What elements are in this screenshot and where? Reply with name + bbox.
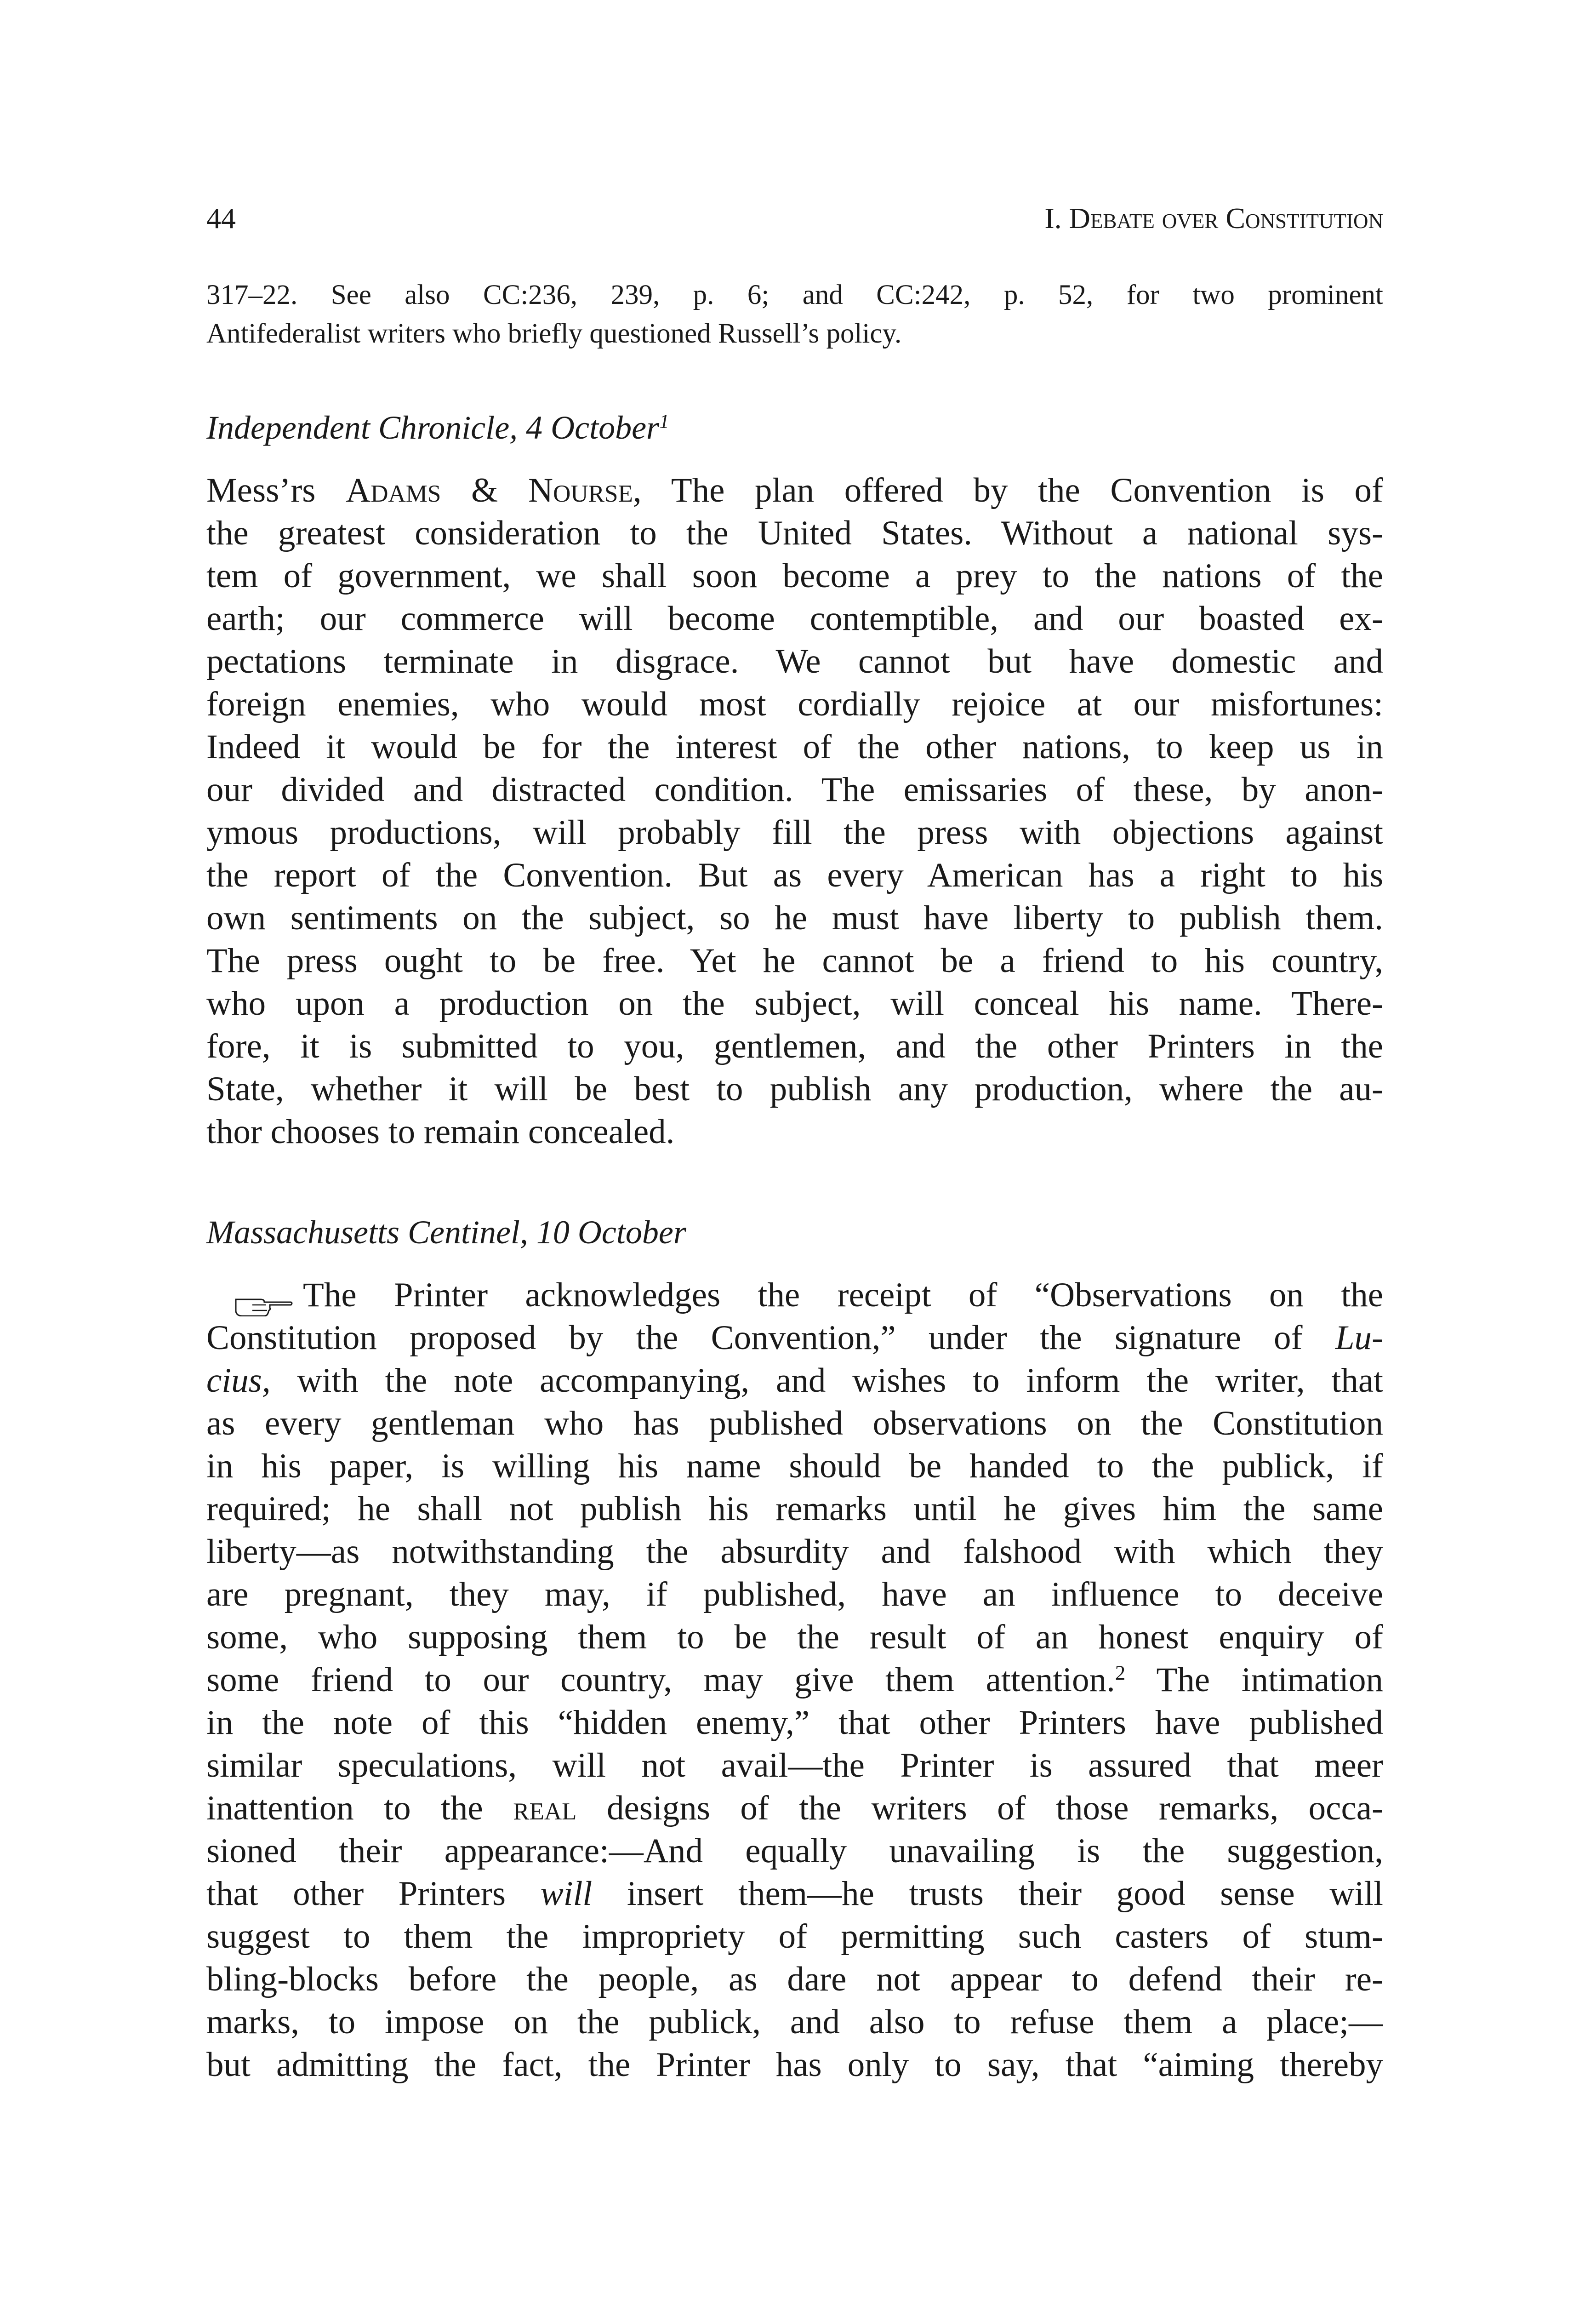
footnote-ref: 1 xyxy=(659,411,669,433)
footnote-continuation xyxy=(206,276,1383,353)
article-line: The press ought to be free. Yet he cannot be a friend to his country, xyxy=(206,942,1383,980)
line-text: inattention to the xyxy=(206,1789,513,1827)
article-line: who upon a production on the subject, will conceal his name. There- xyxy=(206,984,1383,1023)
article-line: the greatest consideration to the United States. Without a national sys- xyxy=(206,514,1383,552)
article-line: bling-blocks before the people, as dare not appear to defend their re- xyxy=(206,1960,1383,1998)
article-line: liberty—as notwithstanding the absurdity and falshood with which they xyxy=(206,1533,1383,1571)
small-caps-text: real xyxy=(513,1789,577,1827)
article-line: own sentiments on the subject, so he must have liberty to publish them. xyxy=(206,899,1383,937)
section-heading-massachusetts-centinel xyxy=(206,1209,686,1255)
line-text: insert them—he trusts their good sense will xyxy=(592,1875,1383,1913)
line-text: designs of the writers of those remarks, occa- xyxy=(576,1789,1383,1827)
line-text: The intimation xyxy=(1125,1661,1383,1699)
article-line: are pregnant, they may, if published, have an influence to deceive xyxy=(206,1575,1383,1613)
article-line: sioned their appearance:—And equally unavailing is the suggestion, xyxy=(206,1832,1383,1870)
first-line-text: The Printer acknowledges the receipt of “Observations on the xyxy=(303,1276,1383,1314)
page-header xyxy=(206,193,1383,244)
article-line: ymous productions, will probably fill the press with objections against xyxy=(206,813,1383,852)
article-massachusetts-centinel xyxy=(206,1274,1383,2086)
article-line: State, whether it will be best to publish any production, where the au- xyxy=(206,1070,1383,1108)
heading-text: Massachusetts Centinel, 10 October xyxy=(206,1214,686,1251)
line-text: some friend to our country, may give them attention. xyxy=(206,1661,1115,1699)
article-line: in his paper, is willing his name should be handed to the publick, if xyxy=(206,1447,1383,1485)
running-head-prefix: I. xyxy=(1044,202,1069,234)
article-line xyxy=(206,1274,1383,1316)
article-line: tem of government, we shall soon become a prey to the nations of the xyxy=(206,557,1383,595)
footnote-line: Antifederalist writers who briefly questioned Russell’s policy. xyxy=(206,318,902,349)
footnote-ref: 2 xyxy=(1115,1661,1126,1685)
article-line: suggest to them the impropriety of permitting such casters of stum- xyxy=(206,1917,1383,1956)
article-line xyxy=(206,1787,1383,1830)
article-line: some, who supposing them to be the result of an honest enquiry of xyxy=(206,1618,1383,1656)
line-text: that other Printers xyxy=(206,1875,541,1913)
article-line: marks, to impose on the publick, and also to refuse them a place;— xyxy=(206,2003,1383,2041)
article-line: but admitting the fact, the Printer has only to say, that “aiming thereby xyxy=(206,2046,1383,2084)
pointing-hand-icon xyxy=(234,1286,294,1311)
salutation-name: Nourse xyxy=(528,471,633,509)
line-text: Constitution proposed by the Convention,” under the signature of xyxy=(206,1319,1335,1357)
salutation-text: Mess’rs xyxy=(206,471,346,509)
article-line: in the note of this “hidden enemy,” that other Printers have published xyxy=(206,1704,1383,1742)
article-line: as every gentleman who has published observations on the Constitution xyxy=(206,1404,1383,1442)
italic-text: Lu- xyxy=(1335,1319,1383,1357)
italic-text: cius, xyxy=(206,1361,271,1400)
running-head xyxy=(1044,193,1383,244)
line-text: with the note accompanying, and wishes to inform the writer, that xyxy=(270,1361,1383,1400)
article-line xyxy=(206,469,1383,512)
article-line: fore, it is submitted to you, gentlemen, and the other Printers in the xyxy=(206,1027,1383,1065)
salutation-name: Adams xyxy=(346,471,441,509)
page-number: 44 xyxy=(206,202,236,234)
article-line: foreign enemies, who would most cordially rejoice at our misfortunes: xyxy=(206,685,1383,723)
running-head-title: Debate over Constitution xyxy=(1069,202,1383,234)
article-line xyxy=(206,1658,1383,1701)
article-line xyxy=(206,1359,1383,1402)
article-independent-chronicle xyxy=(206,469,1383,1153)
article-line: thor chooses to remain concealed. xyxy=(206,1113,675,1151)
salutation-amp: & xyxy=(441,471,528,509)
article-line: pectations terminate in disgrace. We cannot but have domestic and xyxy=(206,642,1383,681)
article-line: our divided and distracted condition. The emissaries of these, by anon- xyxy=(206,771,1383,809)
italic-text: will xyxy=(540,1875,593,1913)
article-line: required; he shall not publish his remarks until he gives him the same xyxy=(206,1490,1383,1528)
article-line: similar speculations, will not avail—the Printer is assured that meer xyxy=(206,1746,1383,1784)
article-line xyxy=(206,1872,1383,1915)
footnote-line: 317–22. See also CC:236, 239, p. 6; and CC:242, p. 52, for two prominent xyxy=(206,280,1383,310)
salutation-rest: , The plan offered by the Convention is of xyxy=(633,471,1383,509)
article-line: the report of the Convention. But as every American has a right to his xyxy=(206,856,1383,894)
article-line xyxy=(206,1316,1383,1359)
heading-text: Independent Chronicle, 4 October xyxy=(206,409,660,446)
article-line: Indeed it would be for the interest of the other nations, to keep us in xyxy=(206,728,1383,766)
section-heading-independent-chronicle xyxy=(206,405,669,451)
article-line: earth; our commerce will become contemptible, and our boasted ex- xyxy=(206,600,1383,638)
